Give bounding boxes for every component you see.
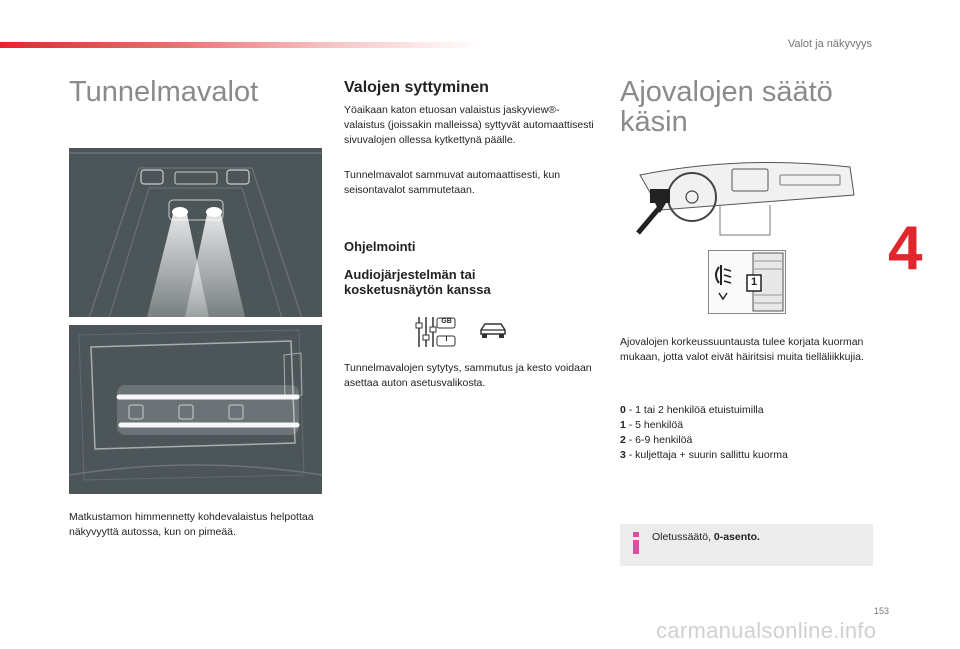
ceiling-lights-svg: [69, 148, 322, 317]
middle-heading: Valojen syttyminen: [344, 79, 489, 96]
switch-position-label: 1: [750, 276, 758, 288]
left-caption: Matkustamon himmennetty kohdevalaistus helpottaa näkyvyyttä autossa, kun on pimeää.: [69, 511, 314, 538]
chapter-number: 4: [888, 214, 923, 283]
right-title-line2: käsin: [620, 106, 688, 138]
i-badge-text: I: [445, 336, 448, 343]
ceiling-lights-illustration: [69, 148, 322, 317]
middle-para1: Yöaikaan katon etuosan valaistus jaskyview®-valaistus (joissakin malleissa) syttyvät automaattisesti sivuvalojen ollessa kytkettynä päälle.: [344, 104, 594, 146]
skyview-lighting-illustration: [69, 325, 322, 494]
default-setting-note: [620, 524, 873, 566]
dashboard-illustration: [620, 155, 860, 240]
programming-heading: Ohjelmointi: [344, 239, 416, 254]
load-legend: [620, 403, 870, 463]
skyview-svg: [69, 325, 322, 494]
gb-badge-text: GB: [441, 318, 452, 325]
header-accent-bar: [0, 42, 480, 48]
page-number: 153: [874, 606, 890, 616]
right-para: Ajovalojen korkeussuuntausta tulee korjata kuorman mukaan, jotta valot eivät häiritsisi muita tielläliikkujia.: [620, 336, 864, 363]
audio-system-heading: Audiojärjestelmän tai kosketusnäytön kanssa: [344, 267, 491, 297]
legend-item-0: 0 - 1 tai 2 henkilöä etuistuimilla: [620, 404, 764, 416]
legend-item-1: 1 - 5 henkilöä: [620, 419, 684, 431]
info-text: Oletussäätö, 0-asento.: [652, 531, 760, 543]
headlamp-leveling-switch[interactable]: [708, 250, 786, 314]
info-icon: [630, 532, 642, 554]
legend-item-3: 3 - kuljettaja + suurin sallittu kuorma: [620, 449, 788, 461]
middle-para3: Tunnelmavalojen sytytys, sammutus ja kesto voidaan asettaa auton asetusvalikosta.: [344, 362, 592, 389]
middle-para2: Tunnelmavalot sammuvat automaattisesti, kun seisontavalot sammutetaan.: [344, 169, 561, 196]
right-title-line1: Ajovalojen säätö: [620, 76, 833, 108]
section-title: Valot ja näkyvyys: [787, 38, 872, 50]
watermark: carmanualsonline.info: [656, 618, 877, 643]
left-title: Tunnelmavalot: [69, 76, 259, 108]
legend-item-2: 2 - 6-9 henkilöä: [620, 434, 693, 446]
settings-sliders-icon: [414, 313, 456, 351]
car-icon: [478, 320, 508, 342]
